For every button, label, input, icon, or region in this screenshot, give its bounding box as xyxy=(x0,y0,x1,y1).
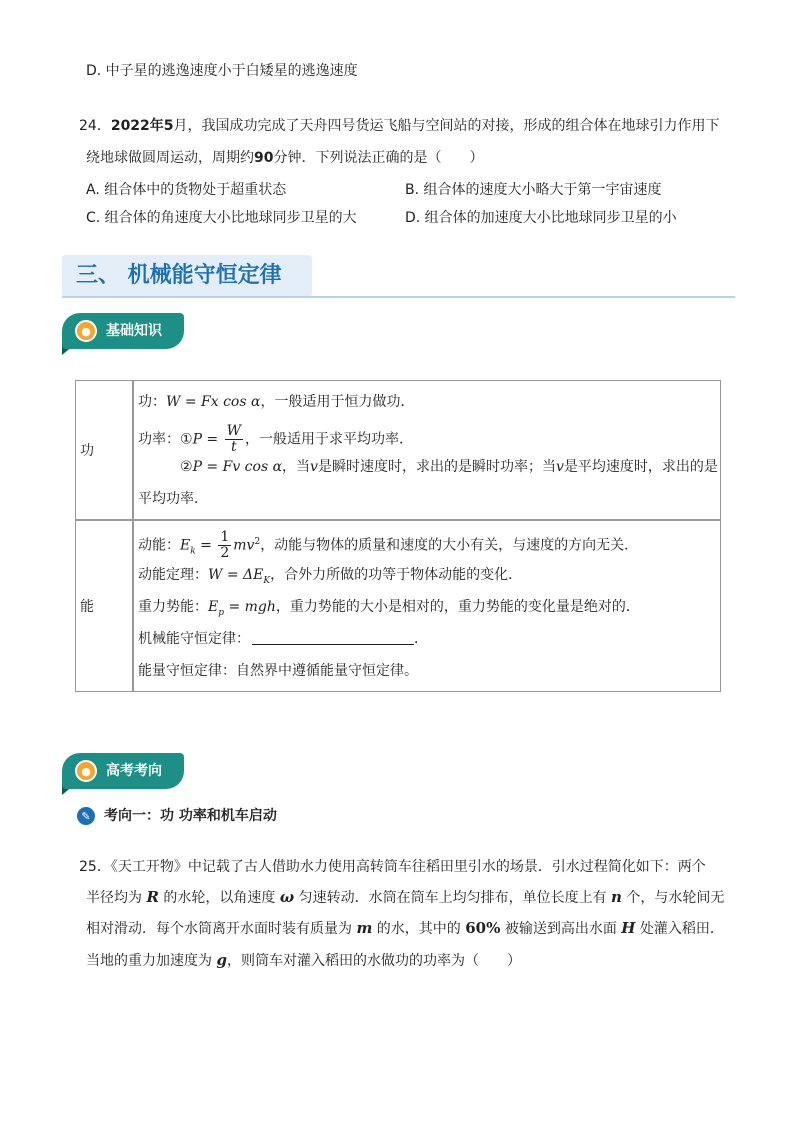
q25-line2-c: 匀速转动．水筒在筒车上均匀排布，单位长度上有 xyxy=(294,890,612,906)
q24-option-d[interactable]: D. 组合体的加速度大小比地球同步卫星的小 xyxy=(405,210,677,226)
lightbulb-icon: ● xyxy=(75,760,97,782)
badge-exam-label: 高考考向 xyxy=(106,763,162,779)
q23-option-d: D. 中子星的逃逸速度小于白矮星的逃逸速度 xyxy=(86,63,358,79)
power2-v2: v xyxy=(555,459,564,475)
work-definition xyxy=(138,392,414,412)
power-fraction xyxy=(225,424,243,455)
q25-line4-a: 当地的重力加速度为 xyxy=(86,953,217,969)
gravitational-potential-energy xyxy=(138,597,640,623)
badge-basic-label: 基础知识 xyxy=(106,323,162,339)
q24-period: 90 xyxy=(254,150,274,166)
table-row-work-head: 功 xyxy=(80,443,94,459)
power2-label: ② xyxy=(180,459,193,475)
pe-label: 重力势能： xyxy=(138,599,208,615)
q25-line2 xyxy=(86,887,724,908)
ke-label: 动能： xyxy=(138,537,180,554)
pe-note: ，重力势能的大小是相对的，重力势能的变化量是绝对的． xyxy=(275,599,640,615)
mechanical-energy-conservation xyxy=(138,629,428,649)
ke-fraction xyxy=(218,530,231,561)
q25-line4 xyxy=(86,950,521,971)
q24-year: 2022 xyxy=(110,118,150,134)
pe-sub: p xyxy=(218,607,224,618)
ke-lhs: E xyxy=(180,537,191,554)
q24-line2-pre: 绕地球做圆周运动，周期约 xyxy=(86,150,254,166)
power-denominator: t xyxy=(231,439,237,455)
ke-eq: = xyxy=(195,537,217,554)
kinetic-energy xyxy=(138,526,638,567)
q25-gravity: g xyxy=(216,951,227,969)
power-instant xyxy=(180,457,718,477)
q24-option-b[interactable]: B. 组合体的速度大小略大于第一宇宙速度 xyxy=(405,182,662,198)
section-title: 三、 机械能守恒定律 xyxy=(76,263,282,288)
mech-end: ． xyxy=(414,631,428,647)
q24-stem-line1 xyxy=(79,116,720,136)
mech-label: 机械能守恒定律： xyxy=(138,631,250,647)
theorem-note: ，合外力所做的功等于物体动能的变化． xyxy=(270,567,523,583)
q25-height: H xyxy=(621,919,636,937)
work-note: ，一般适用于恒力做功． xyxy=(260,394,415,410)
q25-line4-b: ，则筒车对灌入稻田的水做功的功率为（ ） xyxy=(226,953,521,969)
power-label: 功率：① xyxy=(138,431,193,448)
q25-line2-d: 个，与水轮间无 xyxy=(621,890,725,906)
table-row-energy-head: 能 xyxy=(80,599,94,615)
q25-line2-b: 的水轮，以角速度 xyxy=(158,890,280,906)
q25-line3-a: 相对滑动．每个水筒离开水面时装有质量为 xyxy=(86,921,357,937)
q25-line3 xyxy=(86,918,724,939)
ke-note: ，动能与物体的质量和速度的大小有关，与速度的方向无关． xyxy=(260,537,639,554)
q24-year-suffix: 年 xyxy=(149,118,164,134)
q24-number: 24． xyxy=(79,118,111,134)
table-row-divider xyxy=(75,519,721,521)
power2-v1: v xyxy=(310,459,318,475)
direction-title: 考向一：功 功率和机车启动 xyxy=(104,808,277,824)
power2-formula: P = Fv cos α xyxy=(192,459,283,475)
q24-stem-line2 xyxy=(86,148,483,168)
q25-radius: R xyxy=(146,888,159,906)
theorem-formula: W = ΔE xyxy=(208,567,264,583)
power-instant-continued: 平均功率． xyxy=(138,491,208,507)
q24-month: 5 xyxy=(163,118,174,134)
ke-sup: 2 xyxy=(254,537,261,547)
q25-mass: m xyxy=(356,919,373,937)
ke-numerator: 1 xyxy=(220,529,230,546)
pe-lhs: E xyxy=(208,599,219,615)
power2-note-c: 是平均速度时，求出的是 xyxy=(563,459,718,475)
table-column-divider xyxy=(132,380,134,692)
q25-line3-c: 被输送到高出水面 xyxy=(500,921,622,937)
q25-percent: 60% xyxy=(465,919,501,937)
power-numerator: W xyxy=(226,423,242,439)
q25-line3-b: 的水，其中的 xyxy=(372,921,466,937)
power2-note-b: 是瞬时速度时，求出的是瞬时功率；当 xyxy=(317,459,556,475)
q24-option-a[interactable]: A. 组合体中的货物处于超重状态 xyxy=(86,182,287,198)
work-label: 功： xyxy=(138,394,166,410)
energy-conservation: 能量守恒定律：自然界中遵循能量守恒定律。 xyxy=(138,663,418,679)
pencil-icon: ✎ xyxy=(77,807,95,825)
power-average xyxy=(138,424,413,455)
theorem-label: 动能定理： xyxy=(138,567,208,583)
q24-line1-text: 月，我国成功完成了天舟四号货运飞船与空间站的对接，形成的组合体在地球引力作用下 xyxy=(173,118,720,134)
fill-in-blank[interactable] xyxy=(252,631,414,645)
q25-line3-d: 处灌入稻田． xyxy=(635,921,724,937)
pe-rhs: = mgh xyxy=(224,599,276,615)
kinetic-energy-theorem xyxy=(138,565,522,591)
power-note: ，一般适用于求平均功率． xyxy=(245,431,414,448)
q24-line2-post: 分钟．下列说法正确的是（ ） xyxy=(273,150,484,166)
work-formula: W = Fx cos α xyxy=(166,394,261,410)
q25-line1: 25．《天工开物》中记载了古人借助水力使用高转筒车往稻田里引水的场景．引水过程简化如下：两个 xyxy=(79,859,706,875)
ke-denominator: 2 xyxy=(220,545,230,562)
ke-sub: k xyxy=(190,546,196,557)
power-lhs: P = xyxy=(192,431,223,448)
q25-n: n xyxy=(611,888,622,906)
theorem-sub: K xyxy=(263,575,271,586)
q25-omega: ω xyxy=(279,888,295,906)
q25-line2-a: 半径均为 xyxy=(86,890,147,906)
ke-rhs: mv xyxy=(233,537,255,554)
q24-option-c[interactable]: C. 组合体的角速度大小比地球同步卫星的大 xyxy=(86,210,357,226)
power2-note-a: ，当 xyxy=(282,459,311,475)
lightbulb-icon: ● xyxy=(75,320,97,342)
section-divider xyxy=(62,296,735,298)
